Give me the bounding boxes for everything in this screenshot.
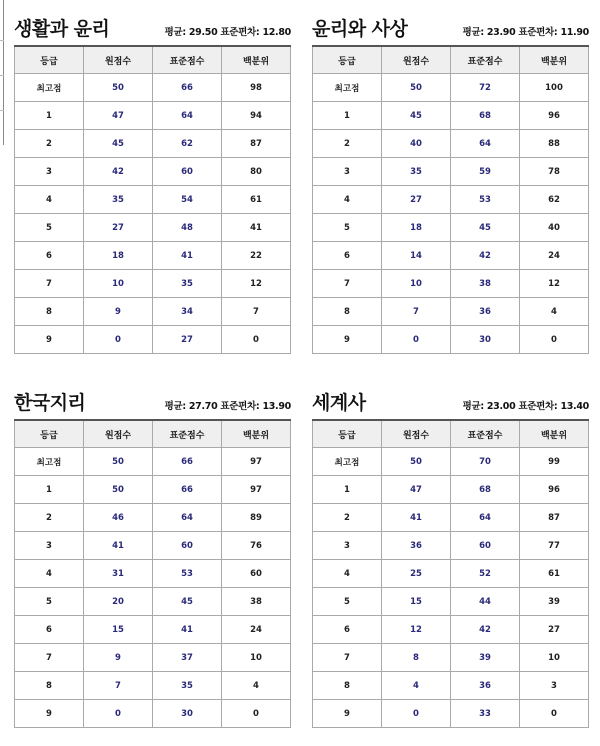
column-header: 백분위 xyxy=(222,46,291,74)
raw-score-cell: 46 xyxy=(84,504,153,532)
grade-cut-table xyxy=(312,419,589,728)
subject-title: 생활과 윤리 xyxy=(14,18,110,40)
percentile-cell: 60 xyxy=(222,560,291,588)
standard-score-cell: 36 xyxy=(451,672,520,700)
grade-cell: 1 xyxy=(313,102,382,130)
raw-score-cell: 41 xyxy=(382,504,451,532)
standard-score-cell: 66 xyxy=(153,448,222,476)
standard-score-cell: 60 xyxy=(153,532,222,560)
table-row xyxy=(313,158,589,186)
table-row xyxy=(15,74,291,102)
percentile-cell: 100 xyxy=(520,74,589,102)
grade-cell: 3 xyxy=(15,158,84,186)
raw-score-cell: 50 xyxy=(382,448,451,476)
table-row xyxy=(15,588,291,616)
standard-score-cell: 64 xyxy=(451,130,520,158)
grade-cell: 최고점 xyxy=(313,448,382,476)
grade-cell: 3 xyxy=(313,532,382,560)
raw-score-cell: 31 xyxy=(84,560,153,588)
column-header: 등급 xyxy=(313,420,382,448)
standard-score-cell: 72 xyxy=(451,74,520,102)
panel-header xyxy=(312,386,589,419)
grade-cut-table xyxy=(14,45,291,354)
percentile-cell: 88 xyxy=(520,130,589,158)
standard-score-cell: 68 xyxy=(451,102,520,130)
grade-cell: 9 xyxy=(313,326,382,354)
partial-window-edge xyxy=(0,0,4,145)
standard-score-cell: 45 xyxy=(153,588,222,616)
percentile-cell: 41 xyxy=(222,214,291,242)
percentile-cell: 96 xyxy=(520,476,589,504)
standard-score-cell: 35 xyxy=(153,270,222,298)
grade-cell: 최고점 xyxy=(15,448,84,476)
table-row xyxy=(15,672,291,700)
standard-score-cell: 64 xyxy=(153,504,222,532)
grade-cell: 8 xyxy=(313,298,382,326)
table-row xyxy=(313,504,589,532)
column-header: 원점수 xyxy=(382,420,451,448)
grade-cut-table xyxy=(312,45,589,354)
raw-score-cell: 0 xyxy=(84,326,153,354)
grade-cell: 2 xyxy=(313,130,382,158)
raw-score-cell: 41 xyxy=(84,532,153,560)
column-header: 백분위 xyxy=(520,46,589,74)
grade-cell: 5 xyxy=(313,588,382,616)
grade-cell: 6 xyxy=(313,242,382,270)
grade-cell: 6 xyxy=(15,616,84,644)
percentile-cell: 12 xyxy=(520,270,589,298)
standard-score-cell: 60 xyxy=(451,532,520,560)
percentile-cell: 24 xyxy=(520,242,589,270)
table-row xyxy=(15,476,291,504)
table-row xyxy=(15,214,291,242)
grade-cell: 1 xyxy=(313,476,382,504)
percentile-cell: 76 xyxy=(222,532,291,560)
percentile-cell: 78 xyxy=(520,158,589,186)
standard-score-cell: 53 xyxy=(451,186,520,214)
percentile-cell: 0 xyxy=(520,326,589,354)
raw-score-cell: 45 xyxy=(84,130,153,158)
raw-score-cell: 20 xyxy=(84,588,153,616)
raw-score-cell: 25 xyxy=(382,560,451,588)
column-header: 등급 xyxy=(15,420,84,448)
raw-score-cell: 18 xyxy=(382,214,451,242)
raw-score-cell: 27 xyxy=(382,186,451,214)
subject-title: 세계사 xyxy=(312,392,366,414)
raw-score-cell: 40 xyxy=(382,130,451,158)
grade-cell: 3 xyxy=(313,158,382,186)
grade-cell: 3 xyxy=(15,532,84,560)
raw-score-cell: 15 xyxy=(84,616,153,644)
column-header: 등급 xyxy=(15,46,84,74)
subject-stats: 평균: 23.00 표준편차: 13.40 xyxy=(462,401,589,412)
table-row xyxy=(313,214,589,242)
raw-score-cell: 47 xyxy=(382,476,451,504)
raw-score-cell: 9 xyxy=(84,298,153,326)
subject-stats: 평균: 29.50 표준편차: 12.80 xyxy=(164,27,291,38)
table-header-row xyxy=(313,420,589,448)
percentile-cell: 61 xyxy=(222,186,291,214)
grade-cell: 8 xyxy=(15,672,84,700)
grade-cell: 9 xyxy=(15,326,84,354)
grade-cell: 2 xyxy=(15,504,84,532)
percentile-cell: 4 xyxy=(520,298,589,326)
raw-score-cell: 0 xyxy=(382,326,451,354)
table-header-row xyxy=(15,420,291,448)
raw-score-cell: 42 xyxy=(84,158,153,186)
grade-cell: 최고점 xyxy=(15,74,84,102)
grade-cell: 9 xyxy=(15,700,84,728)
standard-score-cell: 66 xyxy=(153,476,222,504)
table-row xyxy=(15,560,291,588)
grade-cell: 5 xyxy=(15,214,84,242)
table-row xyxy=(15,242,291,270)
raw-score-cell: 10 xyxy=(382,270,451,298)
standard-score-cell: 33 xyxy=(451,700,520,728)
table-row xyxy=(313,476,589,504)
raw-score-cell: 9 xyxy=(84,644,153,672)
table-header-row xyxy=(15,46,291,74)
column-header: 백분위 xyxy=(222,420,291,448)
standard-score-cell: 30 xyxy=(153,700,222,728)
table-row xyxy=(313,588,589,616)
raw-score-cell: 10 xyxy=(84,270,153,298)
raw-score-cell: 14 xyxy=(382,242,451,270)
table-row xyxy=(15,130,291,158)
percentile-cell: 24 xyxy=(222,616,291,644)
table-row xyxy=(313,616,589,644)
raw-score-cell: 47 xyxy=(84,102,153,130)
percentile-cell: 94 xyxy=(222,102,291,130)
raw-score-cell: 15 xyxy=(382,588,451,616)
subject-panel xyxy=(14,386,291,728)
raw-score-cell: 36 xyxy=(382,532,451,560)
raw-score-cell: 12 xyxy=(382,616,451,644)
percentile-cell: 98 xyxy=(222,74,291,102)
standard-score-cell: 35 xyxy=(153,672,222,700)
standard-score-cell: 64 xyxy=(451,504,520,532)
standard-score-cell: 60 xyxy=(153,158,222,186)
column-header: 표준점수 xyxy=(451,46,520,74)
raw-score-cell: 35 xyxy=(84,186,153,214)
percentile-cell: 38 xyxy=(222,588,291,616)
subject-panel xyxy=(14,12,291,354)
standard-score-cell: 54 xyxy=(153,186,222,214)
grade-cell: 4 xyxy=(313,560,382,588)
raw-score-cell: 50 xyxy=(84,448,153,476)
grade-cell: 7 xyxy=(15,644,84,672)
percentile-cell: 89 xyxy=(222,504,291,532)
percentile-cell: 12 xyxy=(222,270,291,298)
table-row xyxy=(15,102,291,130)
table-row xyxy=(15,186,291,214)
standard-score-cell: 59 xyxy=(451,158,520,186)
table-row xyxy=(15,700,291,728)
grade-cell: 1 xyxy=(15,102,84,130)
raw-score-cell: 45 xyxy=(382,102,451,130)
raw-score-cell: 50 xyxy=(382,74,451,102)
percentile-cell: 0 xyxy=(222,700,291,728)
table-row xyxy=(15,448,291,476)
percentile-cell: 27 xyxy=(520,616,589,644)
table-row xyxy=(313,448,589,476)
table-row xyxy=(313,130,589,158)
standard-score-cell: 64 xyxy=(153,102,222,130)
standard-score-cell: 37 xyxy=(153,644,222,672)
grade-cell: 4 xyxy=(313,186,382,214)
table-row xyxy=(313,74,589,102)
percentile-cell: 97 xyxy=(222,448,291,476)
percentile-cell: 10 xyxy=(520,644,589,672)
raw-score-cell: 35 xyxy=(382,158,451,186)
table-row xyxy=(313,672,589,700)
percentile-cell: 61 xyxy=(520,560,589,588)
standard-score-cell: 36 xyxy=(451,298,520,326)
standard-score-cell: 41 xyxy=(153,242,222,270)
percentile-cell: 62 xyxy=(520,186,589,214)
grade-cell: 4 xyxy=(15,560,84,588)
standard-score-cell: 68 xyxy=(451,476,520,504)
standard-score-cell: 30 xyxy=(451,326,520,354)
percentile-cell: 87 xyxy=(520,504,589,532)
subject-stats: 평균: 23.90 표준편차: 11.90 xyxy=(462,27,589,38)
table-row xyxy=(15,616,291,644)
subject-title: 윤리와 사상 xyxy=(312,18,408,40)
subject-title: 한국지리 xyxy=(14,392,86,414)
percentile-cell: 96 xyxy=(520,102,589,130)
column-header: 표준점수 xyxy=(451,420,520,448)
standard-score-cell: 53 xyxy=(153,560,222,588)
standard-score-cell: 66 xyxy=(153,74,222,102)
raw-score-cell: 8 xyxy=(382,644,451,672)
table-row xyxy=(15,158,291,186)
percentile-cell: 22 xyxy=(222,242,291,270)
percentile-cell: 99 xyxy=(520,448,589,476)
table-row xyxy=(15,532,291,560)
standard-score-cell: 38 xyxy=(451,270,520,298)
grade-cell: 2 xyxy=(313,504,382,532)
percentile-cell: 40 xyxy=(520,214,589,242)
raw-score-cell: 27 xyxy=(84,214,153,242)
table-row xyxy=(313,186,589,214)
table-row xyxy=(313,700,589,728)
column-header: 백분위 xyxy=(520,420,589,448)
raw-score-cell: 50 xyxy=(84,476,153,504)
table-row xyxy=(313,532,589,560)
grade-cell: 2 xyxy=(15,130,84,158)
subject-stats: 평균: 27.70 표준편차: 13.90 xyxy=(164,401,291,412)
table-row xyxy=(313,242,589,270)
standard-score-cell: 42 xyxy=(451,616,520,644)
panel-header xyxy=(312,12,589,45)
table-row xyxy=(313,326,589,354)
raw-score-cell: 0 xyxy=(382,700,451,728)
grade-cell: 7 xyxy=(313,270,382,298)
grade-cell: 8 xyxy=(15,298,84,326)
percentile-cell: 97 xyxy=(222,476,291,504)
panel-header xyxy=(14,12,291,45)
percentile-cell: 4 xyxy=(222,672,291,700)
table-row xyxy=(15,504,291,532)
table-row xyxy=(313,270,589,298)
standard-score-cell: 62 xyxy=(153,130,222,158)
grade-cell: 4 xyxy=(15,186,84,214)
table-header-row xyxy=(313,46,589,74)
table-row xyxy=(15,644,291,672)
standard-score-cell: 41 xyxy=(153,616,222,644)
percentile-cell: 7 xyxy=(222,298,291,326)
column-header: 표준점수 xyxy=(153,420,222,448)
raw-score-cell: 50 xyxy=(84,74,153,102)
standard-score-cell: 27 xyxy=(153,326,222,354)
table-row xyxy=(313,298,589,326)
column-header: 표준점수 xyxy=(153,46,222,74)
grade-cell: 9 xyxy=(313,700,382,728)
subject-panel xyxy=(312,386,589,728)
percentile-cell: 0 xyxy=(520,700,589,728)
column-header: 원점수 xyxy=(84,46,153,74)
grade-cell: 1 xyxy=(15,476,84,504)
standard-score-cell: 52 xyxy=(451,560,520,588)
grade-cell: 8 xyxy=(313,672,382,700)
standard-score-cell: 44 xyxy=(451,588,520,616)
table-row xyxy=(15,298,291,326)
table-row xyxy=(313,102,589,130)
column-header: 원점수 xyxy=(84,420,153,448)
table-row xyxy=(313,560,589,588)
subject-panel xyxy=(312,12,589,354)
raw-score-cell: 4 xyxy=(382,672,451,700)
raw-score-cell: 18 xyxy=(84,242,153,270)
panel-header xyxy=(14,386,291,419)
column-header: 등급 xyxy=(313,46,382,74)
grade-cell: 5 xyxy=(313,214,382,242)
standard-score-cell: 70 xyxy=(451,448,520,476)
table-row xyxy=(313,644,589,672)
percentile-cell: 39 xyxy=(520,588,589,616)
grade-cut-table xyxy=(14,419,291,728)
raw-score-cell: 7 xyxy=(84,672,153,700)
raw-score-cell: 0 xyxy=(84,700,153,728)
percentile-cell: 10 xyxy=(222,644,291,672)
table-row xyxy=(15,326,291,354)
percentile-cell: 3 xyxy=(520,672,589,700)
standard-score-cell: 48 xyxy=(153,214,222,242)
column-header: 원점수 xyxy=(382,46,451,74)
standard-score-cell: 45 xyxy=(451,214,520,242)
table-row xyxy=(15,270,291,298)
raw-score-cell: 7 xyxy=(382,298,451,326)
standard-score-cell: 42 xyxy=(451,242,520,270)
percentile-cell: 77 xyxy=(520,532,589,560)
standard-score-cell: 34 xyxy=(153,298,222,326)
percentile-cell: 87 xyxy=(222,130,291,158)
grade-cell: 7 xyxy=(313,644,382,672)
grade-cell: 6 xyxy=(313,616,382,644)
percentile-cell: 0 xyxy=(222,326,291,354)
grade-cell: 7 xyxy=(15,270,84,298)
grade-cell: 최고점 xyxy=(313,74,382,102)
grade-cell: 5 xyxy=(15,588,84,616)
grade-cell: 6 xyxy=(15,242,84,270)
percentile-cell: 80 xyxy=(222,158,291,186)
standard-score-cell: 39 xyxy=(451,644,520,672)
